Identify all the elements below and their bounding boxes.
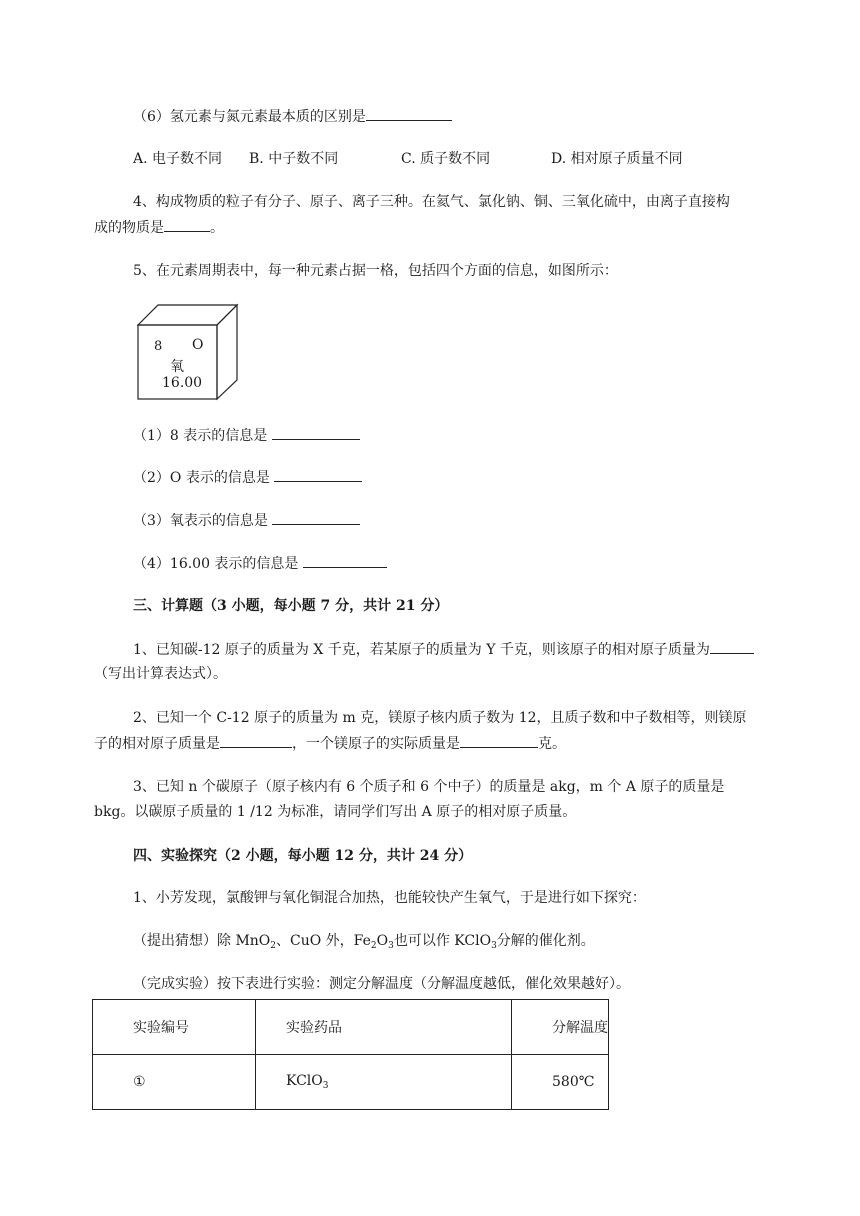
s4-q1-intro: 1、小芳发现，氯酸钾与氧化铜混合加热，也能较快产生氧气，于是进行如下探究： — [133, 890, 646, 906]
s3-q2-part-b: ，一个镁原子的实际质量是 — [292, 736, 460, 752]
s4-experiment: （完成实验）按下表进行实验：测定分解温度（分解温度越低，催化效果越好）。 — [133, 976, 630, 992]
hyp-part-d: 也可以作 KClO — [393, 933, 492, 949]
s3-q1-line-2: （写出计算表达式）。 — [94, 666, 227, 682]
header-reagent: 实验药品 — [256, 1000, 512, 1055]
q6-answer-blank[interactable] — [366, 106, 452, 121]
row-temp: 580℃ — [512, 1055, 609, 1110]
q5-item-1-blank[interactable] — [272, 425, 360, 440]
element-atomic-number: 8 — [154, 339, 163, 354]
hyp-part-c: O — [376, 933, 389, 949]
s3-q3-line-2: bkg。以碳原子质量的 1 /12 为标准，请同学们写出 A 原子的相对原子质量。 — [94, 804, 577, 820]
q6-option-c: C. 质子数不同 — [401, 151, 491, 167]
s3-q2-line-1: 2、已知一个 C-12 原子的质量为 m 克，镁原子核内质子数为 12，且质子数和中子数相等，则镁原 — [133, 710, 747, 726]
experiment-table — [92, 999, 609, 1110]
s3-q1-text: 1、已知碳-12 原子的质量为 X 千克，若某原子的质量为 Y 千克，则该原子的相对原子质量为 — [133, 642, 710, 658]
q5-item-2 — [133, 467, 362, 488]
row-experiment-id: ① — [93, 1055, 256, 1110]
q5-item-4-text: （4）16.00 表示的信息是 — [133, 556, 299, 572]
q5-item-2-text: （2）O 表示的信息是 — [133, 470, 270, 486]
q4-line-2 — [94, 217, 224, 238]
s3-q2-blank-1[interactable] — [220, 733, 292, 748]
s4-hypothesis — [133, 931, 595, 956]
q4-suffix: 。 — [210, 220, 224, 236]
hyp-sub-o3: 3 — [388, 941, 394, 951]
q5-item-1 — [133, 425, 360, 446]
q4-prefix: 成的物质是 — [94, 220, 164, 236]
q5-item-3 — [133, 510, 360, 531]
element-atomic-mass: 16.00 — [162, 375, 203, 391]
table-header-row — [93, 1000, 609, 1055]
q5-item-4 — [133, 553, 387, 574]
s3-q1-blank[interactable] — [710, 639, 754, 654]
row-reagent-sub: 3 — [322, 1081, 329, 1091]
element-cell-diagram — [137, 303, 239, 401]
q5-item-1-text: （1）8 表示的信息是 — [133, 428, 268, 444]
hyp-part-e: 分解的催化剂。 — [496, 933, 595, 949]
q6-options — [133, 149, 683, 169]
header-decomposition-temp: 分解温度 — [512, 1000, 609, 1055]
hyp-part-b: 、CuO 外，Fe — [276, 933, 371, 949]
q5-item-3-blank[interactable] — [272, 510, 360, 525]
element-name: 氧 — [170, 359, 184, 375]
row-reagent-text: KClO — [286, 1073, 323, 1089]
q6-text: （6）氢元素与氮元素最本质的区别是 — [133, 109, 366, 125]
table-row — [93, 1055, 609, 1110]
s3-q2-blank-2[interactable] — [460, 733, 538, 748]
q4-answer-blank[interactable] — [164, 217, 210, 232]
s3-q2-line-2 — [94, 733, 566, 754]
s3-q1-line-1 — [133, 639, 754, 660]
q6-option-d: D. 相对原子质量不同 — [551, 151, 683, 167]
q6-option-b: B. 中子数不同 — [249, 151, 339, 167]
q6-stem — [133, 106, 452, 127]
q5-item-3-text: （3）氧表示的信息是 — [133, 513, 268, 529]
row-reagent — [256, 1055, 512, 1110]
section-4-title: 四、实验探究（2 小题，每小题 12 分，共计 24 分） — [133, 848, 473, 864]
s3-q2-part-c: 克。 — [538, 736, 566, 752]
hyp-sub-clo3: 3 — [491, 941, 497, 951]
element-symbol: O — [192, 337, 204, 353]
q4-line-1: 4、构成物质的粒子有分子、原子、离子三种。在氦气、氯化钠、铜、三氧化硫中，由离子直接构 — [133, 194, 730, 210]
q5-item-4-blank[interactable] — [303, 553, 387, 568]
header-experiment-id: 实验编号 — [93, 1000, 256, 1055]
s3-q2-part-a: 子的相对原子质量是 — [94, 736, 220, 752]
hyp-sub-mno2: 2 — [270, 941, 277, 951]
s3-q3-line-1: 3、已知 n 个碳原子（原子核内有 6 个质子和 6 个中子）的质量是 akg，m 个 A 原子的质量是 — [133, 779, 725, 795]
section-3-title: 三、计算题（3 小题，每小题 7 分，共计 21 分） — [133, 598, 449, 614]
q6-option-a: A. 电子数不同 — [133, 151, 223, 167]
q5-intro: 5、在元素周期表中，每一种元素占据一格，包括四个方面的信息，如图所示： — [133, 263, 618, 279]
hyp-sub-fe2: 2 — [370, 941, 377, 951]
q5-item-2-blank[interactable] — [274, 467, 362, 482]
hyp-part-a: （提出猜想）除 MnO — [133, 933, 271, 949]
